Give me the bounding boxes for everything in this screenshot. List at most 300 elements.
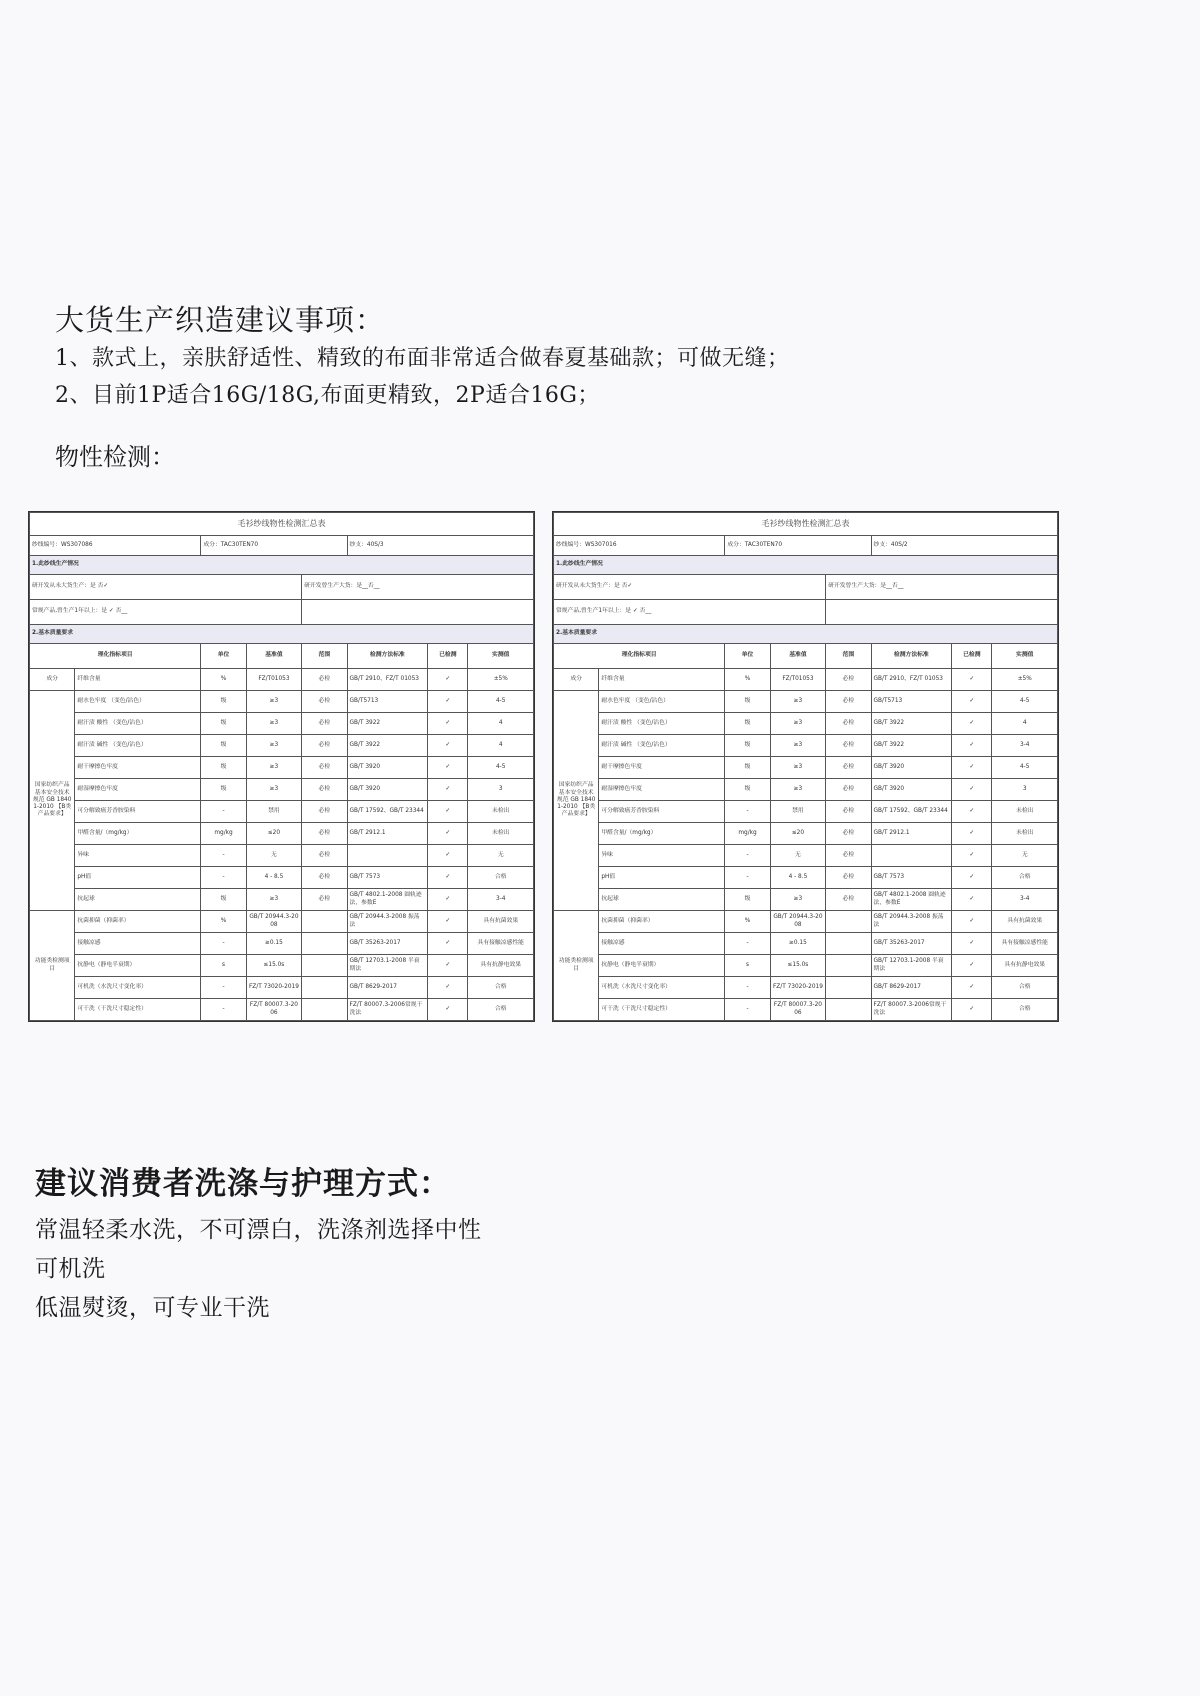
table-cell: 理化指标项目 xyxy=(30,644,201,669)
report-meta-row xyxy=(554,536,1058,556)
table-cell: 理化指标项目 xyxy=(554,644,725,669)
table-row xyxy=(30,757,534,779)
table-cell: ✓ xyxy=(952,911,992,933)
table-cell: 级 xyxy=(201,713,246,735)
table-cell: 必检 xyxy=(826,691,871,713)
table-cell: 研开发曾生产大货：是__否__ xyxy=(302,575,534,600)
table-cell: 具有抗静电效果 xyxy=(992,955,1058,977)
table-row xyxy=(554,801,1058,823)
table-cell: 纱线编号：WS307086 xyxy=(30,536,201,556)
table-cell xyxy=(871,845,952,867)
table-cell: 必检 xyxy=(826,669,871,691)
table-cell: ✓ xyxy=(952,801,992,823)
table-cell: ✓ xyxy=(428,867,468,889)
table-cell xyxy=(826,999,871,1021)
table-cell: ✓ xyxy=(428,845,468,867)
table-cell: GB/T 20944.3-2008 xyxy=(246,911,301,933)
section-row xyxy=(30,556,534,575)
table-cell: 范围 xyxy=(826,644,871,669)
empty-cell xyxy=(302,600,534,625)
table-row xyxy=(30,867,534,889)
table-cell: 3 xyxy=(468,779,534,801)
table-cell: 必检 xyxy=(302,669,347,691)
table-cell: 必检 xyxy=(826,713,871,735)
table-cell: % xyxy=(725,669,770,691)
table-cell: ≥0.15 xyxy=(770,933,825,955)
table-cell: 必检 xyxy=(302,779,347,801)
table-cell: 4-5 xyxy=(468,757,534,779)
empty-cell xyxy=(826,600,1058,625)
table-cell: 研开发从未大货生产：是 否✓ xyxy=(30,575,302,600)
production-row xyxy=(30,600,534,625)
table-cell: ✓ xyxy=(952,823,992,845)
table-cell: GB/T 3920 xyxy=(871,757,952,779)
table-cell: 1.此纱线生产情况 xyxy=(30,556,534,575)
table-row xyxy=(554,669,1058,691)
table-row xyxy=(554,691,1058,713)
table-cell: 2.基本质量要求 xyxy=(554,625,1058,644)
table-row xyxy=(30,691,534,713)
table-cell: 级 xyxy=(725,757,770,779)
table-cell: 纱线编号：WS307016 xyxy=(554,536,725,556)
table-row xyxy=(554,845,1058,867)
table-cell: 具有接触凉感性能 xyxy=(992,933,1058,955)
report-table xyxy=(553,512,1058,1021)
table-row xyxy=(30,735,534,757)
table-cell: 级 xyxy=(725,713,770,735)
table-cell: s xyxy=(201,955,246,977)
table-cell: 必检 xyxy=(826,735,871,757)
table-cell: GB/T 8629-2017 xyxy=(871,977,952,999)
table-cell: 无 xyxy=(770,845,825,867)
table-cell: 研开发从未大货生产：是 否✓ xyxy=(554,575,826,600)
table-cell: 合格 xyxy=(992,867,1058,889)
table-cell: 4 xyxy=(468,713,534,735)
production-row xyxy=(30,575,534,600)
table-cell: GB/T 7573 xyxy=(871,867,952,889)
table-cell: FZ/T 73020-2019 xyxy=(246,977,301,999)
table-cell: FZ/T 80007.3-2006常规干洗法 xyxy=(871,999,952,1021)
table-cell xyxy=(302,999,347,1021)
table-cell: GB/T 3922 xyxy=(347,713,428,735)
table-cell: FZ/T 80007.3-2006常规干洗法 xyxy=(347,999,428,1021)
table-cell: ≥0.15 xyxy=(246,933,301,955)
table-cell: 级 xyxy=(201,691,246,713)
table-row xyxy=(554,933,1058,955)
table-cell: GB/T 3920 xyxy=(347,779,428,801)
table-cell: 抗起球 xyxy=(75,889,201,911)
table-cell: 抗菌抑菌（抑菌率） xyxy=(599,911,725,933)
table-cell: ≥3 xyxy=(770,757,825,779)
table-cell: ✓ xyxy=(952,757,992,779)
table-cell: 必检 xyxy=(302,845,347,867)
table-cell: 禁用 xyxy=(770,801,825,823)
table-cell: GB/T 20944.3-2008 振荡法 xyxy=(347,911,428,933)
table-cell: 耐汗渍 碱性 （变色/沾色） xyxy=(599,735,725,757)
table-cell: ✓ xyxy=(428,801,468,823)
report-table xyxy=(29,512,534,1021)
care-instructions xyxy=(35,1158,482,1328)
table-cell: 合格 xyxy=(992,999,1058,1021)
table-cell: 已检测 xyxy=(952,644,992,669)
table-cell: ✓ xyxy=(952,691,992,713)
table-cell: ≤15.0s xyxy=(770,955,825,977)
table-cell: 合格 xyxy=(468,999,534,1021)
table-cell: ≤20 xyxy=(246,823,301,845)
table-cell: ✓ xyxy=(428,823,468,845)
table-cell: 4-5 xyxy=(468,691,534,713)
table-cell: 可机洗（水洗尺寸变化率） xyxy=(599,977,725,999)
table-cell: ≥3 xyxy=(246,713,301,735)
section-row xyxy=(554,556,1058,575)
table-cell: 必检 xyxy=(826,845,871,867)
table-cell: 未检出 xyxy=(468,823,534,845)
table-cell: 4 - 8.5 xyxy=(246,867,301,889)
table-cell: 甲醛含量/（mg/kg） xyxy=(75,823,201,845)
test-report-right xyxy=(552,511,1059,1022)
table-cell: 3-4 xyxy=(992,889,1058,911)
table-cell: ✓ xyxy=(428,669,468,691)
table-cell: 研开发曾生产大货：是__否__ xyxy=(826,575,1058,600)
table-cell: ±5% xyxy=(992,669,1058,691)
table-cell: 纤维含量 xyxy=(75,669,201,691)
physical-test-heading: 物性检测： xyxy=(55,443,175,471)
table-cell: 具有接触凉感性能 xyxy=(468,933,534,955)
table-cell: GB/T 17592、GB/T 23344 xyxy=(871,801,952,823)
table-cell: 耐水色牢度 （变色/沾色） xyxy=(599,691,725,713)
table-cell: 必检 xyxy=(302,735,347,757)
table-cell: 级 xyxy=(725,779,770,801)
table-row xyxy=(30,977,534,999)
table-cell: 耐汗渍 碱性 （变色/沾色） xyxy=(75,735,201,757)
table-cell: GB/T 8629-2017 xyxy=(347,977,428,999)
table-cell: 可干洗（干洗尺寸稳定性） xyxy=(75,999,201,1021)
table-cell: ✓ xyxy=(952,845,992,867)
table-cell: 级 xyxy=(725,735,770,757)
table-cell: ≥3 xyxy=(246,889,301,911)
table-cell: 可分解致癌芳香胺染料 xyxy=(75,801,201,823)
report-title-row xyxy=(554,513,1058,536)
table-row xyxy=(30,801,534,823)
table-cell: mg/kg xyxy=(201,823,246,845)
table-row xyxy=(554,955,1058,977)
table-cell: 异味 xyxy=(599,845,725,867)
table-cell: GB/T 3920 xyxy=(871,779,952,801)
table-cell: 级 xyxy=(725,889,770,911)
table-cell: 必检 xyxy=(302,757,347,779)
table-cell: ✓ xyxy=(428,999,468,1021)
table-row xyxy=(30,955,534,977)
table-cell: GB/T 35263-2017 xyxy=(347,933,428,955)
table-cell: 无 xyxy=(992,845,1058,867)
table-cell: 实测值 xyxy=(992,644,1058,669)
table-cell: GB/T 17592、GB/T 23344 xyxy=(347,801,428,823)
table-cell: 必检 xyxy=(826,757,871,779)
table-cell xyxy=(302,911,347,933)
table-cell: ✓ xyxy=(952,779,992,801)
table-cell: 接触凉感 xyxy=(75,933,201,955)
table-cell: GB/T 3920 xyxy=(347,757,428,779)
table-cell: ✓ xyxy=(952,669,992,691)
table-cell: 国家纺织产品基本安全技术规范 GB 18401-2010 【B类产品要求】 xyxy=(554,691,599,911)
production-row xyxy=(554,600,1058,625)
table-row xyxy=(30,713,534,735)
table-cell: 成分 xyxy=(30,669,75,691)
table-cell: 已检测 xyxy=(428,644,468,669)
table-cell: ≥3 xyxy=(770,779,825,801)
table-cell: ≥3 xyxy=(246,779,301,801)
table-cell: 无 xyxy=(246,845,301,867)
table-cell: 耐湿摩擦色牢度 xyxy=(75,779,201,801)
table-cell: - xyxy=(725,867,770,889)
table-cell: FZ/T 73020-2019 xyxy=(770,977,825,999)
table-cell: 未检出 xyxy=(992,823,1058,845)
table-cell: GB/T 20944.3-2008 xyxy=(770,911,825,933)
table-cell: - xyxy=(725,933,770,955)
table-cell: 甲醛含量/（mg/kg） xyxy=(599,823,725,845)
table-cell: GB/T 2912.1 xyxy=(347,823,428,845)
table-cell: 必检 xyxy=(826,889,871,911)
table-cell: ±5% xyxy=(468,669,534,691)
care-heading: 建议消费者洗涤与护理方式： xyxy=(35,1166,451,1202)
table-row xyxy=(554,867,1058,889)
table-cell: ✓ xyxy=(428,955,468,977)
table-row xyxy=(554,889,1058,911)
table-cell: GB/T 3922 xyxy=(871,735,952,757)
table-cell: 成分：TAC30TEN70 xyxy=(201,536,347,556)
table-cell: 实测值 xyxy=(468,644,534,669)
table-cell: 必检 xyxy=(826,867,871,889)
table-cell: ≥3 xyxy=(246,757,301,779)
table-cell: ✓ xyxy=(952,977,992,999)
table-cell: 检测方法标准 xyxy=(871,644,952,669)
table-cell: - xyxy=(201,801,246,823)
table-cell: ✓ xyxy=(428,779,468,801)
table-row xyxy=(30,779,534,801)
table-cell: 纱支：40S/2 xyxy=(871,536,1057,556)
table-cell: 必检 xyxy=(302,713,347,735)
table-cell: pH值 xyxy=(75,867,201,889)
table-cell: GB/T 2910、FZ/T 01053 xyxy=(347,669,428,691)
production-heading: 大货生产织造建议事项： xyxy=(55,303,386,337)
table-cell: - xyxy=(725,845,770,867)
table-cell: 级 xyxy=(201,779,246,801)
table-cell: ✓ xyxy=(428,911,468,933)
production-item-2: 2、目前1P适合16G/18G,布面更精致，2P适合16G； xyxy=(55,383,600,408)
table-cell: - xyxy=(725,999,770,1021)
table-cell xyxy=(302,955,347,977)
table-cell: 单位 xyxy=(725,644,770,669)
table-cell: GB/T5713 xyxy=(347,691,428,713)
table-cell: ≥3 xyxy=(246,735,301,757)
table-row xyxy=(30,669,534,691)
table-cell: 抗静电（静电半衰期） xyxy=(75,955,201,977)
table-cell: 国家纺织产品基本安全技术规范 GB 18401-2010 【B类产品要求】 xyxy=(30,691,75,911)
table-cell: GB/T 3922 xyxy=(871,713,952,735)
care-line-3: 低温熨烫，可专业干洗 xyxy=(35,1295,270,1321)
table-cell: - xyxy=(725,977,770,999)
table-row xyxy=(554,779,1058,801)
table-cell: 耐干摩擦色牢度 xyxy=(75,757,201,779)
table-cell: 抗静电（静电半衰期） xyxy=(599,955,725,977)
table-cell: 可机洗（水洗尺寸变化率） xyxy=(75,977,201,999)
table-cell: 接触凉感 xyxy=(599,933,725,955)
table-cell: 功能类检测项目 xyxy=(554,911,599,1021)
table-cell: ≥3 xyxy=(770,735,825,757)
table-cell: ✓ xyxy=(428,977,468,999)
table-cell: 单位 xyxy=(201,644,246,669)
table-cell: - xyxy=(201,867,246,889)
table-cell xyxy=(302,977,347,999)
table-cell: - xyxy=(725,801,770,823)
table-cell: ≤20 xyxy=(770,823,825,845)
table-cell: ✓ xyxy=(952,955,992,977)
table-cell: 4-5 xyxy=(992,691,1058,713)
table-cell: 1.此纱线生产情况 xyxy=(554,556,1058,575)
production-item-1: 1、款式上，亲肤舒适性、精致的布面非常适合做春夏基础款；可做无缝； xyxy=(55,346,790,371)
table-cell: mg/kg xyxy=(725,823,770,845)
table-cell: 抗菌抑菌（抑菌率） xyxy=(75,911,201,933)
table-cell: ≤15.0s xyxy=(246,955,301,977)
table-cell: 范围 xyxy=(302,644,347,669)
table-cell: 必检 xyxy=(302,889,347,911)
table-cell: 合格 xyxy=(468,867,534,889)
table-cell: - xyxy=(201,933,246,955)
table-cell: 必检 xyxy=(826,801,871,823)
table-cell: 4 xyxy=(992,713,1058,735)
table-cell: 成分：TAC30TEN70 xyxy=(725,536,871,556)
table-cell: GB/T 12703.1-2008 半衰期法 xyxy=(871,955,952,977)
section-row xyxy=(554,625,1058,644)
table-cell: ≥3 xyxy=(770,691,825,713)
table-row xyxy=(554,999,1058,1021)
table-cell: ✓ xyxy=(428,933,468,955)
table-cell: ✓ xyxy=(428,889,468,911)
table-cell: 具有抗菌效果 xyxy=(468,911,534,933)
table-cell: 耐水色牢度 （变色/沾色） xyxy=(75,691,201,713)
table-cell: - xyxy=(201,977,246,999)
table-row xyxy=(30,999,534,1021)
table-cell xyxy=(826,911,871,933)
table-cell: 检测方法标准 xyxy=(347,644,428,669)
table-cell: 可分解致癌芳香胺染料 xyxy=(599,801,725,823)
report-meta-row xyxy=(30,536,534,556)
table-cell: 必检 xyxy=(826,779,871,801)
table-cell xyxy=(302,933,347,955)
table-row xyxy=(554,713,1058,735)
table-row xyxy=(554,735,1058,757)
table-cell: FZ/T 80007.3-2006 xyxy=(246,999,301,1021)
table-cell: ✓ xyxy=(952,735,992,757)
table-cell: ≥3 xyxy=(770,713,825,735)
table-cell: GB/T 12703.1-2008 半衰期法 xyxy=(347,955,428,977)
table-cell: 级 xyxy=(201,757,246,779)
table-cell: GB/T 3922 xyxy=(347,735,428,757)
table-cell: 必检 xyxy=(302,691,347,713)
care-line-1: 常温轻柔水洗，不可漂白，洗涤剂选择中性 xyxy=(35,1217,482,1243)
table-cell: 未检出 xyxy=(468,801,534,823)
table-row xyxy=(30,823,534,845)
table-cell: FZ/T01053 xyxy=(770,669,825,691)
table-cell: 3-4 xyxy=(468,889,534,911)
table-cell: ✓ xyxy=(428,713,468,735)
table-cell: ✓ xyxy=(428,691,468,713)
table-cell: GB/T 35263-2017 xyxy=(871,933,952,955)
table-cell: FZ/T01053 xyxy=(246,669,301,691)
header-row xyxy=(554,644,1058,669)
table-cell: pH值 xyxy=(599,867,725,889)
table-cell: 纱支：40S/3 xyxy=(347,536,533,556)
table-cell: 耐汗渍 酸性 （变色/沾色） xyxy=(75,713,201,735)
table-cell: 必检 xyxy=(302,823,347,845)
table-cell: 常规产品,曾生产1年以上：是 ✓ 否__ xyxy=(554,600,826,625)
table-cell: 必检 xyxy=(826,823,871,845)
table-cell: 基准值 xyxy=(246,644,301,669)
table-row xyxy=(554,757,1058,779)
header-row xyxy=(30,644,534,669)
table-cell: 级 xyxy=(725,691,770,713)
table-cell xyxy=(347,845,428,867)
table-cell: 无 xyxy=(468,845,534,867)
table-cell: FZ/T 80007.3-2006 xyxy=(770,999,825,1021)
table-cell: 异味 xyxy=(75,845,201,867)
table-cell: 可干洗（干洗尺寸稳定性） xyxy=(599,999,725,1021)
table-row xyxy=(554,977,1058,999)
table-row xyxy=(554,823,1058,845)
table-cell: ✓ xyxy=(952,889,992,911)
table-cell: 毛衫纱线物性检测汇总表 xyxy=(554,513,1058,536)
table-cell: 4 - 8.5 xyxy=(770,867,825,889)
table-row xyxy=(30,933,534,955)
table-row xyxy=(30,845,534,867)
test-report-left xyxy=(28,511,535,1022)
table-cell: s xyxy=(725,955,770,977)
table-cell: ✓ xyxy=(428,757,468,779)
table-cell: 未检出 xyxy=(992,801,1058,823)
table-cell: GB/T5713 xyxy=(871,691,952,713)
table-cell: GB/T 20944.3-2008 振荡法 xyxy=(871,911,952,933)
care-line-2: 可机洗 xyxy=(35,1256,106,1282)
table-cell: 耐汗渍 酸性 （变色/沾色） xyxy=(599,713,725,735)
table-cell xyxy=(826,977,871,999)
table-cell: 常规产品,曾生产1年以上：是 ✓ 否__ xyxy=(30,600,302,625)
table-row xyxy=(30,889,534,911)
table-cell: 必检 xyxy=(302,801,347,823)
table-cell: 纤维含量 xyxy=(599,669,725,691)
table-cell: GB/T 7573 xyxy=(347,867,428,889)
table-cell: - xyxy=(201,999,246,1021)
table-cell: - xyxy=(201,845,246,867)
table-cell: 级 xyxy=(201,735,246,757)
table-cell: ✓ xyxy=(952,933,992,955)
table-cell: GB/T 4802.1-2008 圆轨迹法，参数E xyxy=(347,889,428,911)
table-cell: ✓ xyxy=(952,713,992,735)
table-cell: GB/T 2910、FZ/T 01053 xyxy=(871,669,952,691)
table-cell: 抗起球 xyxy=(599,889,725,911)
table-cell: % xyxy=(725,911,770,933)
table-cell: 4-5 xyxy=(992,757,1058,779)
table-cell: ≥3 xyxy=(770,889,825,911)
table-cell: GB/T 2912.1 xyxy=(871,823,952,845)
table-cell: 合格 xyxy=(468,977,534,999)
table-row xyxy=(30,911,534,933)
table-cell: 必检 xyxy=(302,867,347,889)
table-cell: ✓ xyxy=(952,867,992,889)
table-cell: 禁用 xyxy=(246,801,301,823)
table-row xyxy=(554,911,1058,933)
production-advice xyxy=(55,298,790,415)
table-cell: 4 xyxy=(468,735,534,757)
